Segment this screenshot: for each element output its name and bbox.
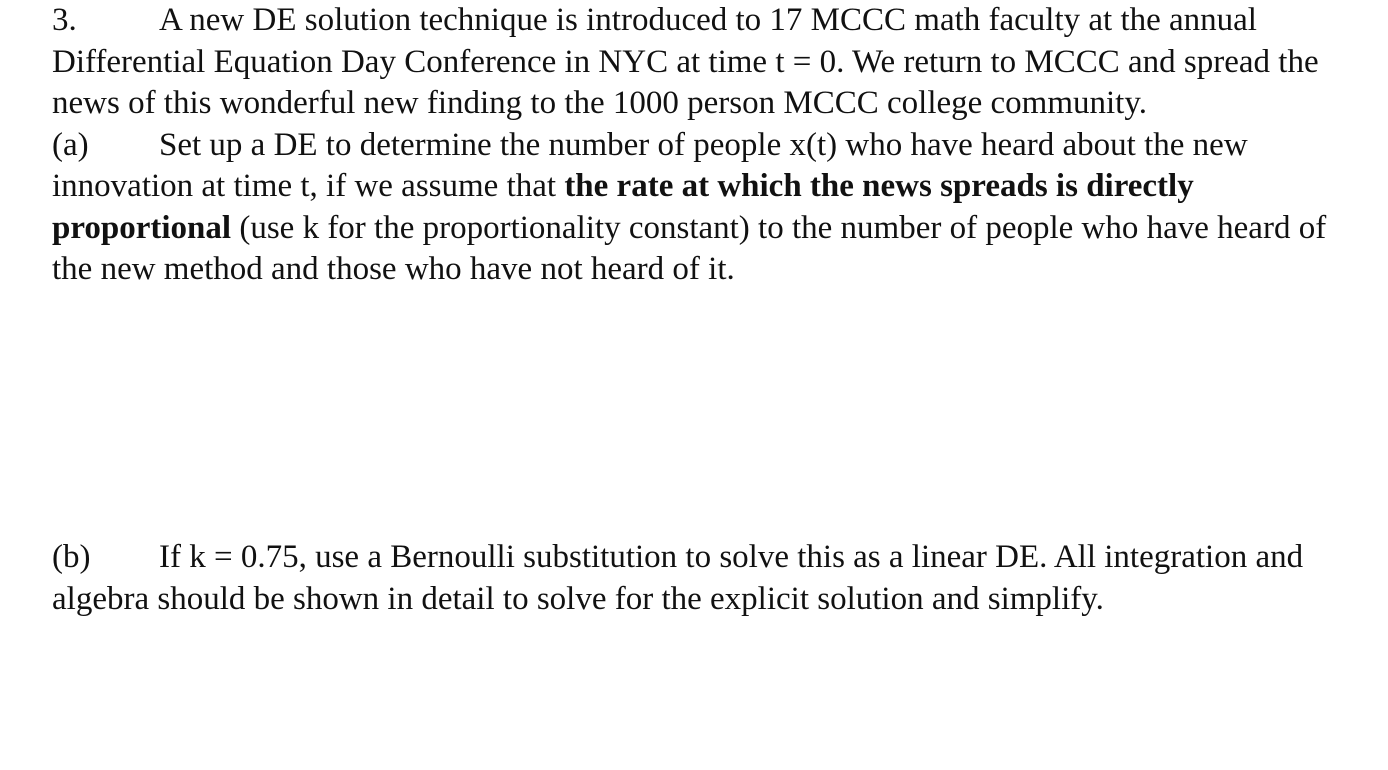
part-a-label: (a) xyxy=(52,126,89,163)
part-a-bold-text: the rate at which the news spreads is directly proportional xyxy=(52,168,1194,246)
problem-intro-paragraph xyxy=(52,0,1342,125)
problem-intro-text: A new DE solution technique is introduced to 17 MCCC math faculty at the annual Differential Equation Day Conference in NYC at time t = 0. We return to MCCC and spread the news of this wonderful new finding to the 1000 person MCCC college community. xyxy=(52,2,1319,121)
part-a-text-before-bold: Set up a DE to determine the number of people x(t) who have heard about the new innovation at time t, if we assume that xyxy=(52,126,1248,204)
part-b-paragraph xyxy=(52,537,1342,620)
part-b xyxy=(52,537,1342,620)
problem-number: 3. xyxy=(52,2,77,38)
part-b-text: If k = 0.75, use a Bernoulli substitution to solve this as a linear DE. All integration and algebra should be shown in detail to solve for the explicit solution and simplify. xyxy=(52,539,1304,617)
problem-3 xyxy=(52,0,1342,291)
part-a-text-after-bold: (use k for the proportionality constant) to the number of people who have heard of the new method and those who have not heard of it. xyxy=(52,209,1327,287)
part-a-paragraph xyxy=(52,125,1342,291)
part-b-label: (b) xyxy=(52,539,91,575)
